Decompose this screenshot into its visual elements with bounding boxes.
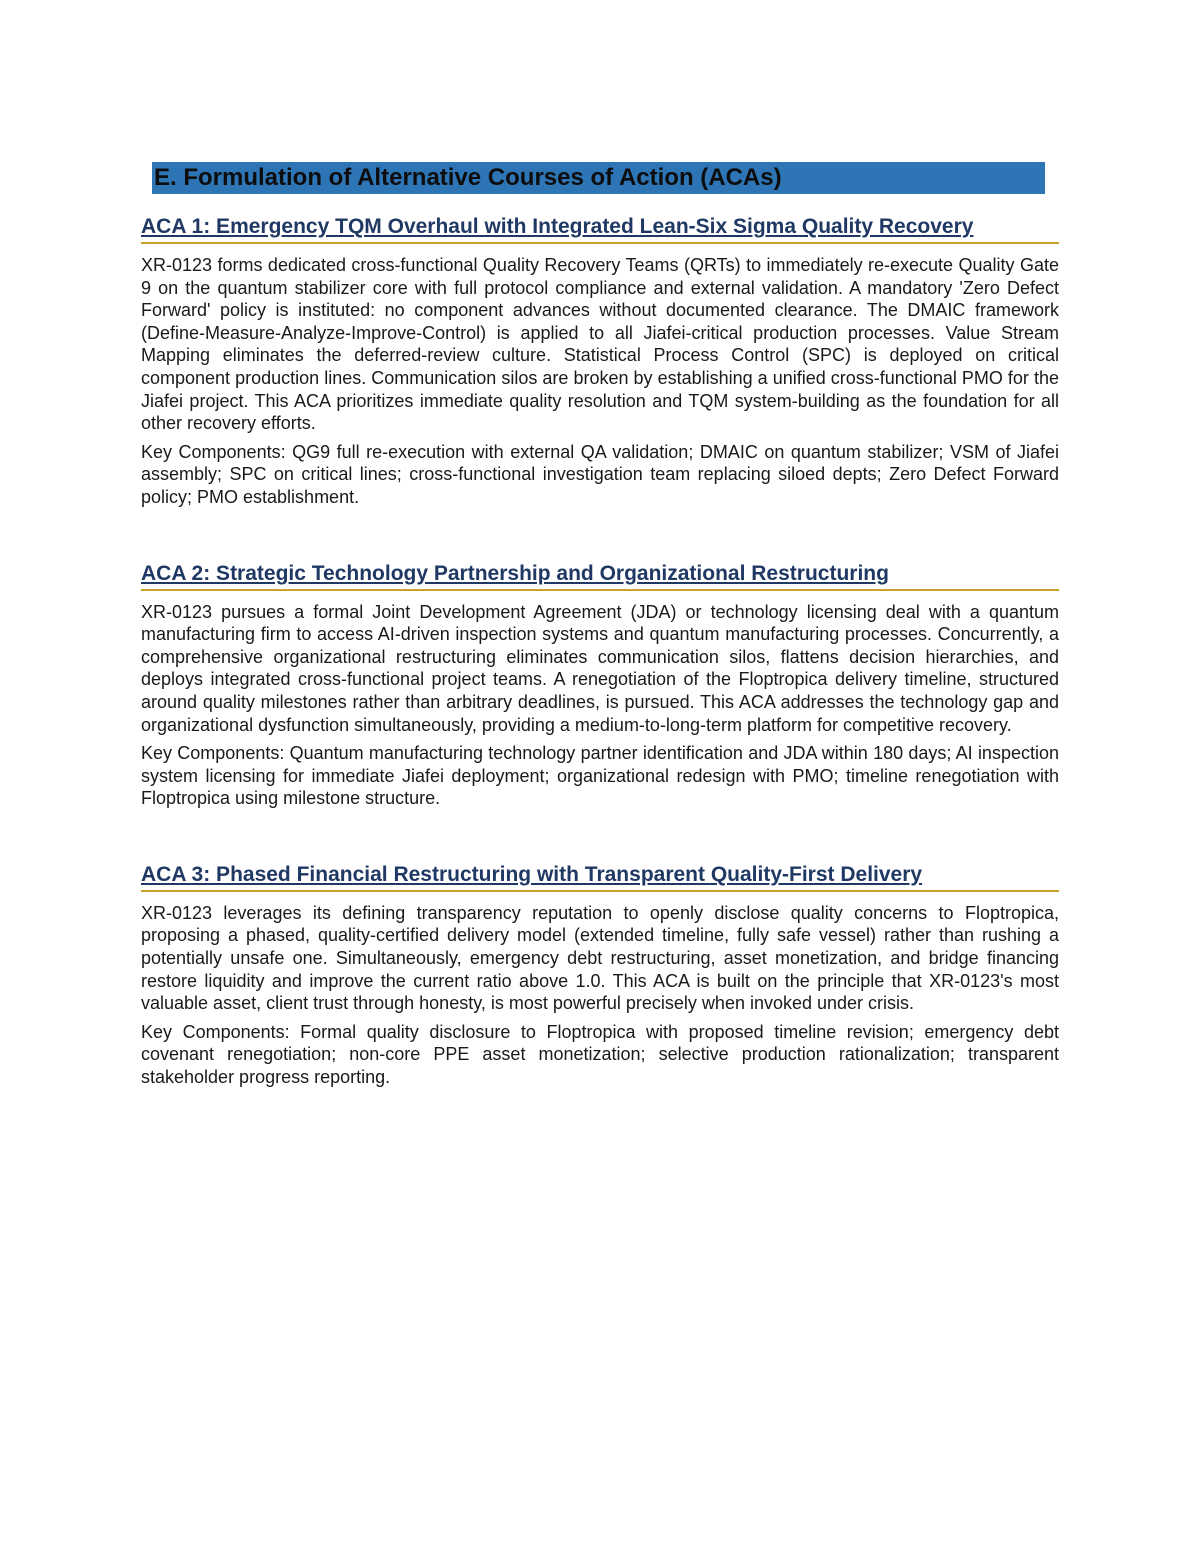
aca-2-key-components: Key Components: Quantum manufacturing technology partner identification and JDA within 180 days; AI inspection system licensing for immediate Jiafei deployment; organizational redesign with PMO; timeline renegotiation with Floptropica using milestone structure. — [141, 743, 1059, 809]
aca-2-title: ACA 2: Strategic Technology Partnership and Organizational Restructuring — [141, 561, 1059, 591]
aca-1-section — [141, 214, 1059, 509]
aca-3-title: ACA 3: Phased Financial Restructuring with Transparent Quality-First Delivery — [141, 862, 1059, 892]
aca-2-section — [141, 561, 1059, 810]
aca-3-key-components: Key Components: Formal quality disclosure to Floptropica with proposed timeline revision; emergency debt covenant renegotiation; non-core PPE asset monetization; selective production rationalization; transparent stakeholder progress reporting. — [141, 1021, 1059, 1088]
aca-1-description: XR-0123 forms dedicated cross-functional Quality Recovery Teams (QRTs) to immediately re-execute Quality Gate 9 on the quantum stabilizer core with full protocol compliance and external validation. A mandatory 'Zero Defect Forward' policy is instituted: no component advances without documented clearance. The DMAIC framework (Define-Measure-Analyze-Improve-Control) is applied to all Jiafei-critical production processes. Value Stream Mapping eliminates the deferred-review culture. Statistical Process Control (SPC) is deployed on critical component production lines. Communication silos are broken by establishing a unified cross-functional PMO for the Jiafei project. This ACA prioritizes immediate quality resolution and TQM system-building as the foundation for all other recovery efforts. — [141, 255, 1059, 434]
aca-2-description: XR-0123 pursues a formal Joint Development Agreement (JDA) or technology licensing deal with a quantum manufacturing firm to access AI-driven inspection systems and quantum manufacturing processes. Concurrently, a comprehensive organizational restructuring eliminates communication silos, flattens decision hierarchies, and deploys integrated cross-functional project teams. A renegotiation of the Floptropica delivery timeline, structured around quality milestones rather than arbitrary deadlines, is pursued. This ACA addresses the technology gap and organizational dysfunction simultaneously, providing a medium-to-long-term platform for competitive recovery. — [141, 601, 1059, 735]
document-page — [141, 162, 1059, 1089]
aca-1-key-components: Key Components: QG9 full re-execution with external QA validation; DMAIC on quantum stabilizer; VSM of Jiafei assembly; SPC on critical lines; cross-functional investigation team replacing siloed depts; Zero Defect Forward policy; PMO establishment. — [141, 441, 1059, 507]
aca-1-title: ACA 1: Emergency TQM Overhaul with Integrated Lean-Six Sigma Quality Recovery — [141, 214, 1059, 244]
aca-3-section — [141, 862, 1059, 1089]
aca-3-description: XR-0123 leverages its defining transparency reputation to openly disclose quality concerns to Floptropica, proposing a phased, quality-certified delivery model (extended timeline, fully safe vessel) rather than rushing a potentially unsafe one. Simultaneously, emergency debt restructuring, asset monetization, and bridge financing restore liquidity and improve the current ratio above 1.0. This ACA is built on the principle that XR-0123's most valuable asset, client trust through honesty, is most powerful precisely when invoked under crisis. — [141, 902, 1059, 1014]
section-heading: E. Formulation of Alternative Courses of Action (ACAs) — [152, 162, 1045, 194]
